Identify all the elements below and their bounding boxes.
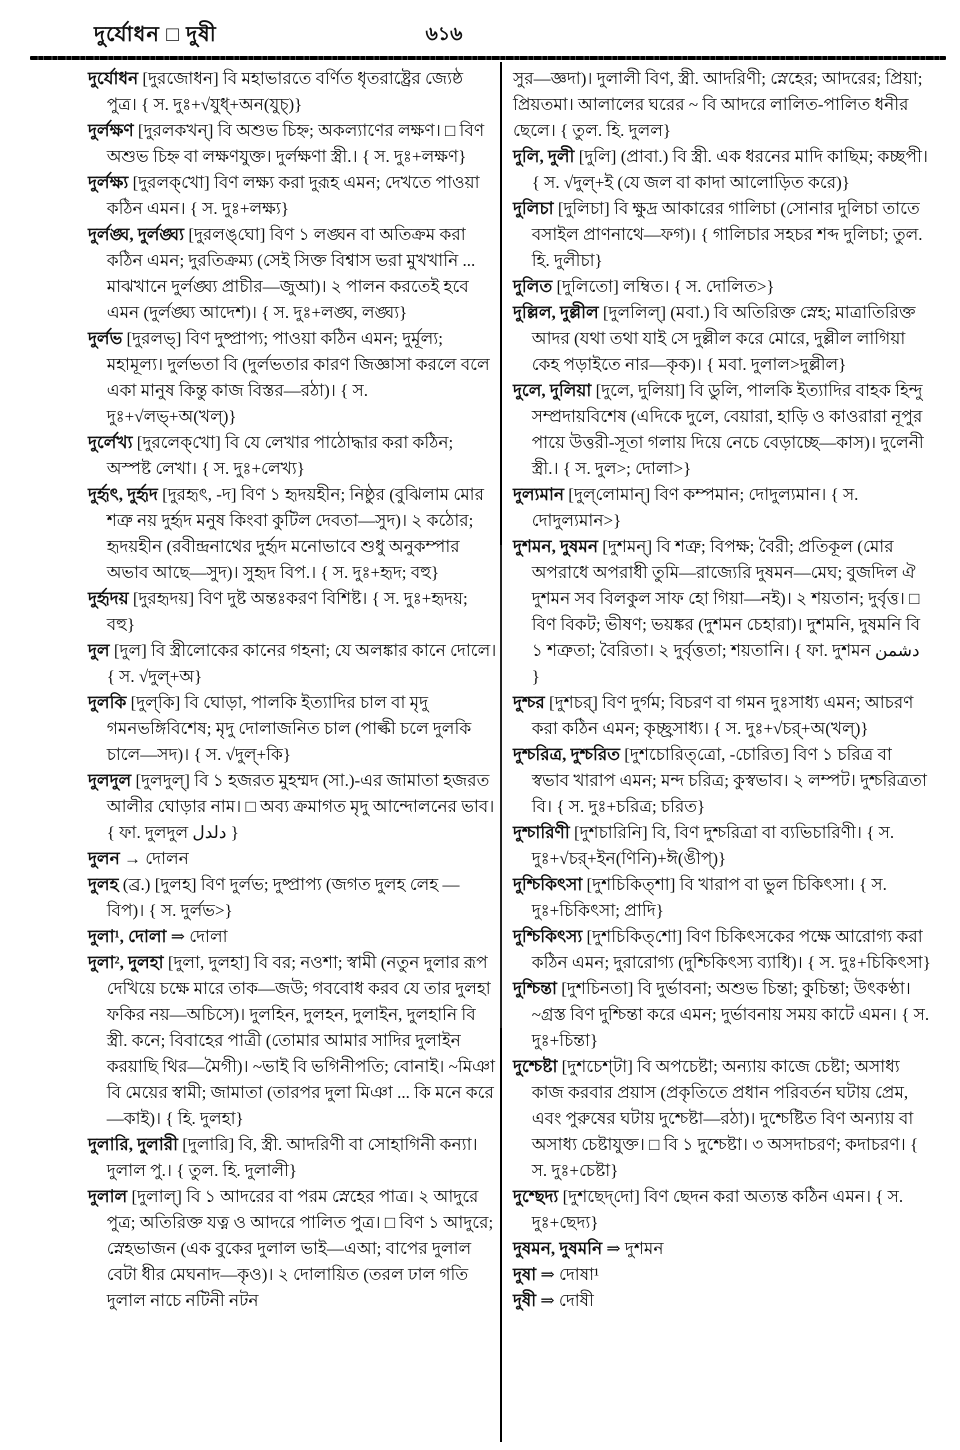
dictionary-entry <box>88 1132 497 1184</box>
entry-headword: দুষা <box>513 1265 537 1284</box>
entry-body: → দোলন <box>119 849 189 868</box>
entry-body: ⇒ দোষী <box>536 1291 594 1310</box>
dictionary-entry <box>88 118 497 170</box>
entry-headword: দুর্হৃৎ, দুর্হৃদ <box>88 485 158 504</box>
entry-body: [দুললিল্] (মবা.) বি অতিরিক্ত স্নেহ; মাত্রাতিরিক্ত আদর (যথা তথা যাই সে দুল্লীল করে মোরে, দুল্লীল লাগিয়া কেহ পড়াইতে নার—কৃক)। { মবা. দুলাল>দুল্লীল} <box>531 303 916 374</box>
dictionary-entry <box>88 66 497 118</box>
entry-headword: দুলা¹, দোলা <box>88 927 167 946</box>
dictionary-entry <box>88 768 497 846</box>
dictionary-entry <box>513 1184 932 1236</box>
entry-body: [দুল] বি স্ত্রীলোকের কানের গহনা; যে অলঙ্কার কানে দোলে। { স. √দুল্+অ} <box>106 641 497 686</box>
dictionary-entry <box>513 1288 932 1314</box>
entry-headword: দুশ্চরিত্র, দুশ্চরিত <box>513 745 621 764</box>
dictionary-entry <box>88 872 497 924</box>
page-number: ৬১৬ <box>425 24 463 45</box>
entry-body: (ব্র.) [দুলহ] বিণ দুর্লভ; দুষ্প্রাপ্য (জগত দুলহ লেহ —বিপ)। { স. দুর্লভ>} <box>106 875 460 920</box>
entry-body: [দুশচারিনি] বি, বিণ দুশ্চরিত্রা বা ব্যভিচারিণী। { স. দুঃ+√চর্+ইন(ণিনি)+ঈ(ঙীপ্)} <box>531 823 895 868</box>
entry-headword: দুর্লেখ্য <box>88 433 133 452</box>
entry-headword: দুল্যমান <box>513 485 565 504</box>
entry-headword: দুলিচা <box>513 199 554 218</box>
entry-body: [দুরজোধন] বি মহাভারতে বর্ণিত ধৃতরাষ্ট্রের জ্যেষ্ঠ পুত্র। { স. দুঃ+√যুধ্+অন(যুচ্)} <box>106 69 464 114</box>
entry-headword: দুশ্চর <box>513 693 545 712</box>
entry-body: [দুরলকখন্] বি অশুভ চিহ্ন; অকল্যাণের লক্ষণ। □ বিণ অশুভ চিহ্ন বা লক্ষণযুক্ত। দুর্লক্ষণা স্ত্রী.। { স. দুঃ+লক্ষণ} <box>106 121 485 166</box>
entry-body: [দুল্‌কি] বি ঘোড়া, পালকি ইত্যাদির চাল বা মৃদু গমনভঙ্গিবিশেষ; মৃদু দোলাজনিত চাল (পাল্কী চলে দুলকি চালে—সদ)। { স. √দুল্+কি} <box>106 693 472 764</box>
dictionary-entry <box>513 66 932 144</box>
entry-body: [দুলাল্] বি ১ আদরের বা পরম স্নেহের পাত্র। ২ আদুরে পুত্র; অতিরিক্ত যত্ন ও আদরে পালিত পুত্র। □ বিণ ১ আদুরে; স্নেহভাজন (এক বুকের দুলাল ভাই—এআ; বাপের দুলাল বেটা ধীর মেঘনাদ—কৃও)। ২ দোলায়িত (তরল ঢাল গতি দুলাল নাচে নটিনী নটন <box>106 1187 494 1310</box>
dictionary-entry <box>88 326 497 430</box>
entry-headword: দুশ্চেষ্টা <box>513 1057 558 1076</box>
entry-body: [দুশচর্] বিণ দুর্গম; বিচরণ বা গমন দুঃসাধ্য এমন; আচরণ করা কঠিন এমন; কৃচ্ছ্রসাধ্য। { স. দুঃ+√চর্+অ(খল্)} <box>531 693 914 738</box>
entry-headword: দুলদুল <box>88 771 132 790</box>
entry-body: [দুল্‌লোমান্] বিণ কম্পমান; দোদুল্যমান। { স. দোদুল্যমান>} <box>531 485 859 530</box>
entry-headword: দুশ্চিকিৎসা <box>513 875 583 894</box>
entry-body: ⇒ দোলা <box>166 927 228 946</box>
dictionary-entry <box>513 144 932 196</box>
entry-headword: দুলন <box>88 849 120 868</box>
entry-headword: দুশ্চিন্তা <box>513 979 557 998</box>
entry-body: [দুশচিকিত্‌শা] বি খারাপ বা ভুল চিকিৎসা। { স. দুঃ+চিকিৎসা; প্রাদি} <box>531 875 887 920</box>
entry-headword: দুর্যোধন <box>88 69 139 88</box>
dictionary-entry <box>513 820 932 872</box>
entry-headword: দুলিত <box>513 277 553 296</box>
dictionary-entry <box>513 690 932 742</box>
entry-body: সুর—জ্ঞদা)। দুলালী বিণ, স্ত্রী. আদরিণী; স্নেহের; আদরের; প্রিয়া; প্রিয়তমা। আলালের ঘরের ~ বি আদরে লালিত-পালিত ধনীর ছেলে। { তুল. হি. দুলল} <box>513 69 923 140</box>
dictionary-entry <box>513 924 932 976</box>
dictionary-entry <box>513 274 932 300</box>
dictionary-entry <box>513 300 932 378</box>
dictionary-entry <box>88 950 497 1132</box>
entry-body: [দুশচোরিত্‌ত্রো, -চোরিত] বিণ ১ চরিত্র বা স্বভাব খারাপ এমন; মন্দ চরিত্র; কুস্বভাব। ২ লম্পট। দুশ্চরিত্রতা বি। { স. দুঃ+চরিত্র; চরিত} <box>531 745 927 816</box>
entry-body: [দুরলেক্‌খো] বি যে লেখার পাঠোদ্ধার করা কঠিন; অস্পষ্ট লেখা। { স. দুঃ+লেখ্য} <box>106 433 454 478</box>
entry-body: [দুশমন্] বি শত্রু; বিপক্ষ; বৈরী; প্রতিকূল (মোর অপরাধে অপরাধী তুমি—রাজ্যেরি দুষমন—মেঘ; বুজদিল ঐ দুশমন সব বিলকুল সাফ হো গিয়া—নই)। ২ শয়তান; দুর্বৃত্ত। □ বিণ বিকট; ভীষণ; ভয়ঙ্কর (দুশমন চেহারা)। দুশমনি, দুষমনি বি ১ শত্রুতা; বৈরিতা। ২ দুর্বৃত্ততা; শয়তানি। { ফা. দুশমন دشمن } <box>531 537 921 686</box>
dictionary-entry <box>88 638 497 690</box>
entry-body: [দুলিতো] লম্বিত। { স. দোলিত>} <box>552 277 775 296</box>
entry-body: [দুরলঙ্‌ঘো] বিণ ১ লঙ্ঘন বা অতিক্রম করা কঠিন এমন; দুরতিক্রম্য (সেই সিক্ত বিশ্বাস ভরা মুখখানি ... মাঝখানে দুর্লঙ্ঘ্য প্রাচীর—জুআ)। ২ পালন করতেই হবে এমন (দুর্লঙ্ঘ্য আদেশ)। { স. দুঃ+লঙ্ঘ, লঙ্ঘ্য} <box>106 225 476 322</box>
entry-body: [দুলা, দুলহা] বি বর; নওশা; স্বামী (নতুন দুলার রূপ দেখিয়ে চক্ষে মারে তাক—জউ; গববোধ করব যে তার দুলহা ফকির নয়—অচিসে)। দুলহিন, দুলহন, দুলাইন, দুলহানি বি স্ত্রী. কনে; বিবাহের পাত্রী (তোমার আমার সাদির দুলাইন করয়াছি থির—মৈগী)। ~ভাই বি ভগিনীপতি; বোনাই। ~মিঞা বি মেয়ের স্বামী; জামাতা (তারপর দুলা মিঞা ... কি মনে করে—কাই)। { হি. দুলহা} <box>106 953 496 1128</box>
right-column <box>513 66 932 1314</box>
entry-body: [দুলে, দুলিয়া] বি ডুলি, পালকি ইত্যাদির বাহক হিন্দু সম্প্রদায়বিশেষ (এদিকে দুলে, বেয়ারা, হাড়ি ও কাওরারা নূপুর পায়ে উত্তরী-সূতা গলায় দিয়ে নেচে বেড়াচ্ছে—কাস)। দুলেনী স্ত্রী.। { স. দুল>; দোলা>} <box>531 381 924 478</box>
entry-body: [দুরলক্‌খো] বিণ লক্ষ্য করা দুরূহ এমন; দেখতে পাওয়া কঠিন এমন। { স. দুঃ+লক্ষ্য} <box>106 173 480 218</box>
entry-headword: দুশ্চিকিৎস্য <box>513 927 583 946</box>
entry-headword: দুর্লঙ্ঘ, দুর্লঙ্ঘ্য <box>88 225 185 244</box>
entry-headword: দুলে, দুলিয়া <box>513 381 592 400</box>
dictionary-entry <box>88 222 497 326</box>
entry-body: [দুশছেদ্‌দো] বিণ ছেদন করা অত্যন্ত কঠিন এমন। { স. দুঃ+ছেদ্য} <box>531 1187 904 1232</box>
entry-headword: দুলি, দুলী <box>513 147 575 166</box>
dictionary-entry <box>88 430 497 482</box>
entry-body: [দুলারি] বি, স্ত্রী. আদরিণী বা সোহাগিনী কন্যা। দুলাল পু.। { তুল. হি. দুলালী} <box>106 1135 478 1180</box>
dictionary-entry <box>88 846 497 872</box>
entry-headword: দুলহ <box>88 875 119 894</box>
dictionary-entry <box>88 1184 497 1314</box>
entry-body: [দুশচিকিত্‌শো] বিণ চিকিৎসকের পক্ষে আরোগ্য করা কঠিন এমন; দুরারোগ্য (দুশ্চিকিৎস্য ব্যাধি)। { স. দুঃ+চিকিৎসা} <box>531 927 931 972</box>
dictionary-entry <box>88 690 497 768</box>
entry-headword: দুলারি, দুলারী <box>88 1135 178 1154</box>
left-column <box>88 66 497 1314</box>
entry-headword: দুষী <box>513 1291 537 1310</box>
entry-headword: দুলাল <box>88 1187 128 1206</box>
dictionary-entry <box>88 482 497 586</box>
entry-headword: দুশ্চারিণী <box>513 823 570 842</box>
entry-body: [দুশচেশ্‌টা] বি অপচেষ্টা; অন্যায় কাজে চেষ্টা; অসাধ্য কাজ করবার প্রয়াস (প্রকৃতিতে প্রধান পরিবর্তন ঘটায় প্রেম, এবং পুরুষের ঘটায় দুশ্চেষ্টা—রঠা)। দুশ্চেষ্টিত বিণ অন্যায় বা অসাধ্য চেষ্টাযুক্ত। □ বি ১ দুশ্চেষ্টা। ৩ অসদাচরণ; কদাচরণ। { স. দুঃ+চেষ্টা} <box>531 1057 919 1180</box>
entry-headword: দুর্লক্ষণ <box>88 121 134 140</box>
entry-headword: দুলা², দুলহা <box>88 953 164 972</box>
dictionary-entry <box>88 586 497 638</box>
dictionary-entry <box>513 976 932 1054</box>
dictionary-entry <box>513 1262 932 1288</box>
entry-body: ⇒ দুশমন <box>602 1239 664 1258</box>
entry-headword: দুলকি <box>88 693 127 712</box>
entry-headword: দুর্লভ <box>88 329 123 348</box>
entry-headword: দুশ্ছেদ্য <box>513 1187 559 1206</box>
entry-headword: দুল্লিল, দুল্লীল <box>513 303 599 322</box>
entry-body: [দুলি] (প্রাবা.) বি স্ত্রী. এক ধরনের মাদি কাছিম; কচ্ছপী। { স. √দুল্+ই (যে জল বা কাদা আলোড়িত করে)} <box>531 147 929 192</box>
dictionary-entry <box>513 482 932 534</box>
dictionary-entry <box>88 170 497 222</box>
entry-headword: দুষমন, দুষমনি <box>513 1239 603 1258</box>
dictionary-entry <box>513 534 932 690</box>
entry-headword: দুল <box>88 641 110 660</box>
dictionary-entry <box>513 742 932 820</box>
entry-body: [দুরহৃৎ, -দ] বিণ ১ হৃদয়হীন; নিষ্ঠুর (বুঝিলাম মোর শত্রু নয় দুর্হৃদ মনুষ কিংবা কুটিল দেবতা—সুদ)। ২ কঠোর; হৃদয়হীন (রবীন্দ্রনাথের দুর্হৃদ মনোভাবে শুধু অনুকম্পার অভাব আছে—সুদ)। সুহৃদ বিপ.। { স. দুঃ+হৃদ; বহু} <box>106 485 484 582</box>
column-divider <box>500 62 502 1442</box>
entry-headword: দুর্হৃদয় <box>88 589 129 608</box>
page-header <box>88 18 930 52</box>
entry-body: [দুরলভ্] বিণ দুষ্প্রাপ্য; পাওয়া কঠিন এমন; দুর্মূল্য; মহামূল্য। দুর্লভতা বি (দুর্লভতার কারণ জিজ্ঞাসা করলে বলে একা মানুষ কিন্তু কাজ বিস্তর—রঠা)। { স. দুঃ+√লভ্+অ(খল্)} <box>106 329 490 426</box>
entry-body: ⇒ দোষা¹ <box>536 1265 600 1284</box>
dictionary-entry <box>513 196 932 274</box>
dictionary-entry <box>513 872 932 924</box>
dictionary-entry <box>88 924 497 950</box>
entry-body: [দুরহৃদয়] বিণ দুষ্ট অন্তঃকরণ বিশিষ্ট। { স. দুঃ+হৃদয়; বহু} <box>106 589 468 634</box>
entry-headword: দুর্লক্ষ্য <box>88 173 129 192</box>
dictionary-entry <box>513 1054 932 1184</box>
header-rule <box>30 56 946 60</box>
entry-headword: দুশমন, দুষমন <box>513 537 598 556</box>
guide-words: দুর্যোধন □ দুষী <box>94 22 217 46</box>
entry-body: [দুলদুল্] বি ১ হজরত মুহম্মদ (সা.)-এর জামাতা হজরত আলীর ঘোড়ার নাম। □ অব্য ক্রমাগত মৃদু আন্দোলনের ভাব। { ফা. দুলদুল دلدل } <box>106 771 495 842</box>
entry-body: [দুশচিনতা] বি দুর্ভাবনা; অশুভ চিন্তা; কুচিন্তা; উৎকণ্ঠা। ~গ্রস্ত বিণ দুশ্চিন্তা করে এমন; দুর্ভাবনায় সময় কাটে এমন। { স. দুঃ+চিন্তা} <box>531 979 930 1050</box>
dictionary-entry <box>513 1236 932 1262</box>
entry-body: [দুলিচা] বি ক্ষুদ্র আকারের গালিচা (সোনার দুলিচা তাতে বসাইল প্রাণনাথে—ফগ)। { গালিচার সহচর শব্দ দুলিচা; তুল. হি. দুলীচা} <box>531 199 923 270</box>
dictionary-entry <box>513 378 932 482</box>
